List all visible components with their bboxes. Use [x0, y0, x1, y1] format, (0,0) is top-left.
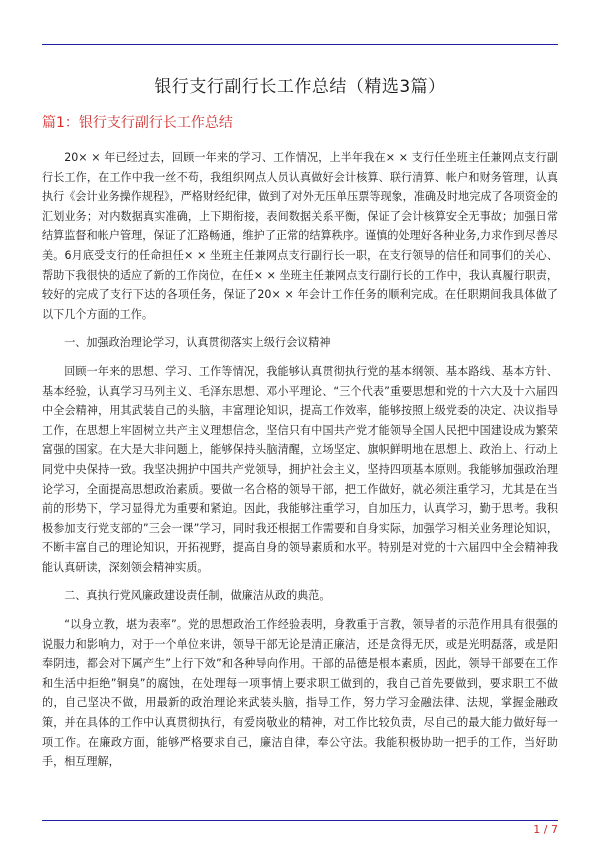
footer-rule	[42, 820, 558, 821]
subheading-2: 二、真执行党风廉政建设责任制，做廉洁从政的典范。	[64, 589, 331, 603]
paragraph-intro: 20× × 年已经过去，回顾一年来的学习、工作情况，上半年我在× × 支行任坐班主任兼网点支行副行长工作，在工作中我一丝不苟，我组织网点人员认真做好会计核算、联行清算、帐户和财务管理，认真执行《会计业务操作规程》，严格财经纪律，做到了对外无压单压票等现象，准确及时地完成了各项资金的汇划业务；对内数据真实准确，上下期衔接，表间数据关系平衡，保证了会计核算安全无事故；加强日常结算监督和帐户管理，保证了汇路畅通，维护了正常的结算秩序。谨慎的处理好各种业务,力求作到尽善尽美。6月底受支行的任命担任× × 坐班主任兼网点支行副行长一职，在支行领导的信任和同事们的关心、帮助下我很快的适应了新的工作岗位，在任× × 坐班主任兼网点支行副行长的工作中，我认真履行职责，较好的完成了支行下达的各项任务，保证了20× × 年会计工作任务的顺利完成。在任职期间我具体做了以下几个方面的工作。	[42, 151, 558, 321]
section-heading: 篇1：银行支行副行长工作总结	[42, 115, 233, 131]
document-body	[42, 148, 558, 772]
page-number: 1 / 7	[533, 823, 558, 836]
paragraph-integrity: “以身立教，堪为表率”。党的思想政治工作经验表明，身教重于言教，领导者的示范作用具有很强的说服力和影响力，对于一个单位来讲，领导干部无论是清正廉洁，还是贪得无厌，或是光明磊落，或是阳奉阴违，都会对下属产生”上行下效”和各种导向作用。干部的品德是根本素质，因此，领导干部要在工作和生活中拒绝”铜臭”的腐蚀，在处理每一项事情上要求职工做到的，我自己首先要做到，要求职工不做的，自己坚决不做，用最新的政治理论来武装头脑，指导工作，努力学习金融法律、法规，掌握金融政策，并在具体的工作中认真贯彻执行，有爱岗敬业的精神，对工作比较负责，尽自己的最大能力做好每一项工作。在廉政方面，能够严格要求自己，廉洁自律，奉公守法。我能积极协助一把手的工作，当好助手，相互理解，	[42, 618, 558, 769]
subheading-1: 一、加强政治理论学习，认真贯彻落实上级行会议精神	[64, 336, 331, 350]
paragraph-political-study: 回顾一年来的思想、学习、工作等情况，我能够认真贯彻执行党的基本纲领、基本路线、基本方针、基本经验，认真学习马列主义、毛泽东思想、邓小平理论、“三个代表”重要思想和党的十六大及十六届四中全会精神，用其武装自己的头脑，丰富理论知识，提高工作效率，能够按照上级党委的决定、决议指导工作，在思想上牢固树立共产主义理想信念，坚信只有中国共产党才能领导全国人民把中国建设成为繁荣富强的国家。在大是大非问题上，能够保持头脑清醒，立场坚定、旗帜鲜明地在思想上、政治上、行动上同党中央保持一致。我坚决拥护中国共产党领导，拥护社会主义，坚持四项基本原则。我能够加强政治理论学习，全面提高思想政治素质。要做一名合格的领导干部，把工作做好，就必须注重学习，尤其是在当前的形势下，学习显得尤为重要和紧迫。因此，我能够注重学习，自加压力，认真学习，勤于思考。我积极参加支行党支部的”三会一课”学习，同时我还根据工作需要和自身实际，加强学习相关业务理论知识，不断丰富自己的理论知识，开拓视野，提高自身的领导素质和水平。特别是对党的十六届四中全会精神我能认真研读，深刻领会精神实质。	[42, 364, 558, 574]
page-title: 银行支行副行长工作总结（精选3篇）	[154, 77, 446, 97]
header-rule	[42, 44, 558, 45]
